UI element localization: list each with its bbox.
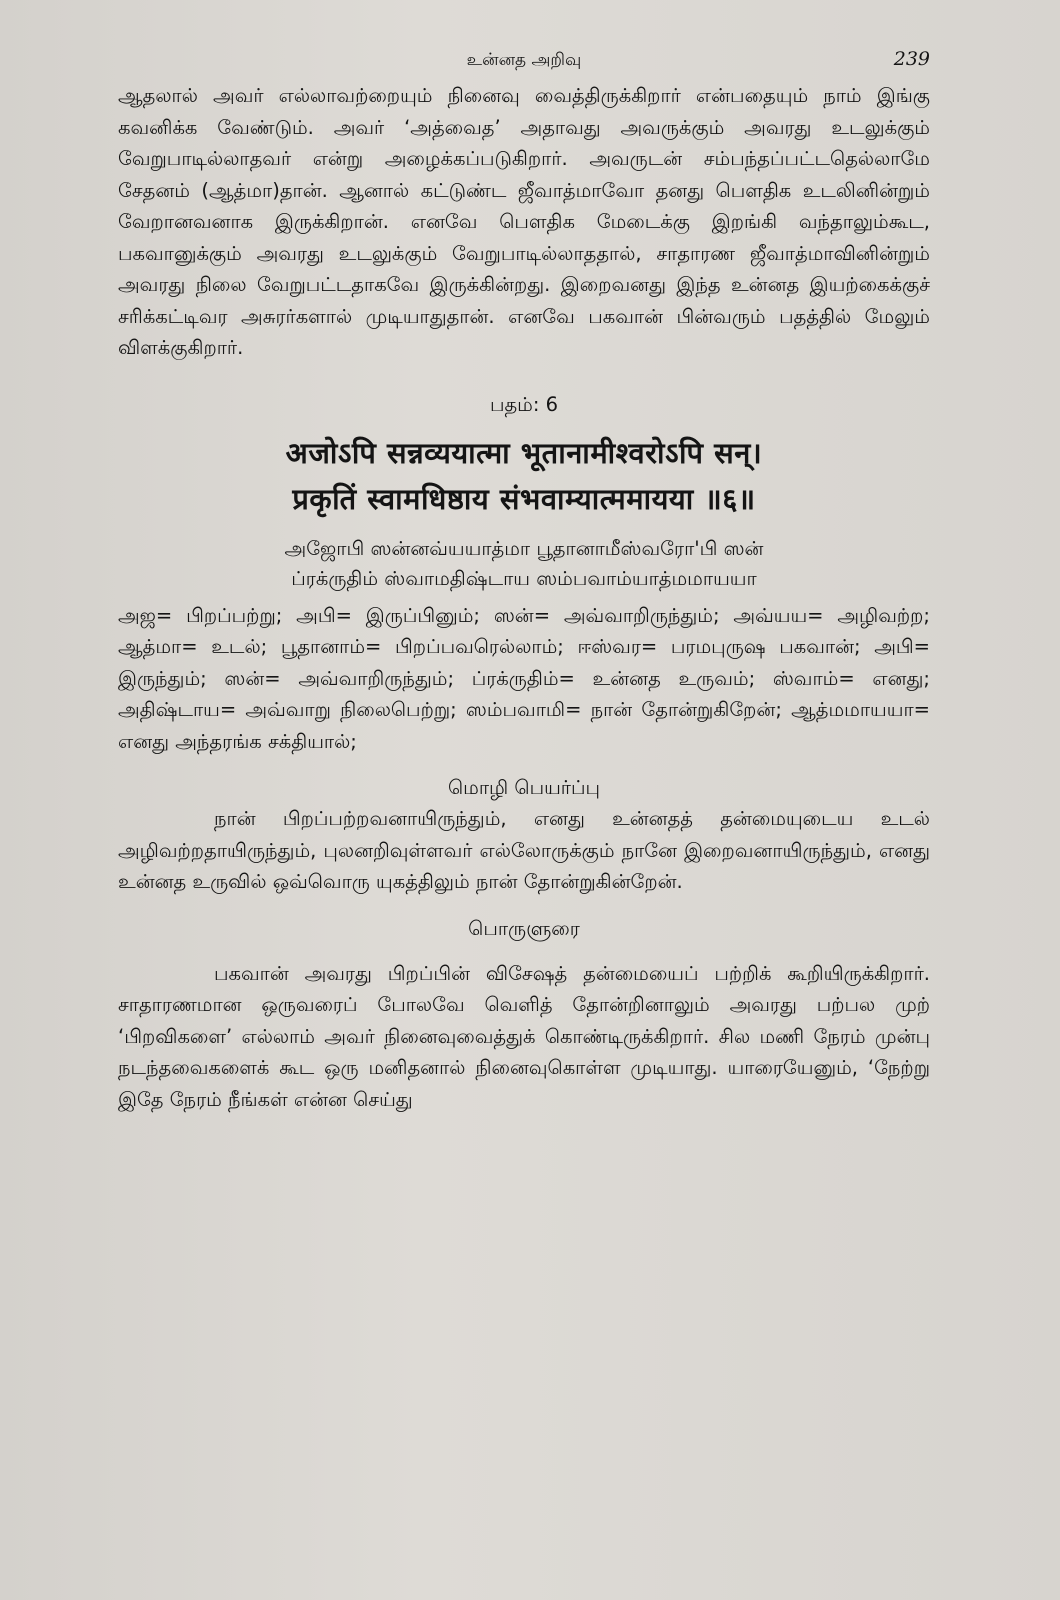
word-meanings: அஜ= பிறப்பற்று; அபி= இருப்பினும்; ஸன்= அவ்வாறிருந்தும்; அவ்யய= அழிவற்ற; ஆத்மா= உடல்; பூதானாம்= பிறப்பவரெல்லாம்; ஈஸ்வர= பரமபுருஷ பகவான்; அபி= இருந்தும்; ஸன்= அவ்வாறிருந்தும்; ப்ரக்ருதிம்= உன்னத உருவம்; ஸ்வாம்= எனது; அதிஷ்டாய= அவ்வாறு நிலைபெற்று; ஸம்பவாமி= நான் தோன்றுகிறேன்; ஆத்மமாயயா= எனது அந்தரங்க சக்தியால்; [118,603,930,753]
translation-text: நான் பிறப்பற்றவனாயிருந்தும், எனது உன்னதத் தன்மையுடைய உடல் அழிவற்றதாயிருந்தும், புலனறிவுள்ளவர் எல்லோருக்கும் நானே இறைவனாயிருந்தும், எனது உன்னத உருவில் ஒவ்வொரு யுகத்திலும் நான் தோன்றுகின்றேன். [118,807,930,893]
verse-heading: பதம்: 6 [489,392,559,416]
page-number: 239 [893,48,930,70]
transliteration-line-2: ப்ரக்ருதிம் ஸ்வாமதிஷ்டாய ஸம்பவாம்யாத்மமாயயா [291,566,757,590]
purport-heading: பொருளுரை [468,916,580,940]
sanskrit-line-2: प्रकृतिं स्वामधिष्ठाय संभवाम्यात्ममायया ॥६॥ [292,481,756,516]
transliteration [118,534,930,594]
sanskrit-verse [118,430,930,522]
paragraph-intro: ஆதலால் அவர் எல்லாவற்றையும் நினைவு வைத்திருக்கிறார் என்பதையும் நாம் இங்கு கவனிக்க வேண்டும். அவர் ‘அத்வைத’ அதாவது அவருக்கும் அவரது உடலுக்கும் வேறுபாடில்லாதவர் என்று அழைக்கப்படுகிறார். அவருடன் சம்பந்தப்பட்டதெல்லாமே சேதனம் (ஆத்மா)தான். ஆனால் கட்டுண்ட ஜீவாத்மாவோ தனது பௌதிக உடலினின்றும் வேறானவனாக இருக்கிறான். எனவே பௌதிக மேடைக்கு இறங்கி வந்தாலும்கூட, பகவானுக்கும் அவரது உடலுக்கும் வேறுபாடில்லாததால், சாதாரண ஜீவாத்மாவினின்றும் அவரது நிலை வேறுபட்டதாகவே இருக்கின்றது. இறைவனது இந்த உன்னத இயற்கைக்குச் சரிக்கட்டிவர அசுரர்களால் முடியாதுதான். எனவே பகவான் பின்வரும் பதத்தில் மேலும் விளக்குகிறார். [118,84,930,359]
running-title: உன்னத அறிவு [466,50,582,70]
running-header [118,48,930,80]
purport-text: பகவான் அவரது பிறப்பின் விசேஷத் தன்மையைப் பற்றிக் கூறியிருக்கிறார். சாதாரணமான ஒருவரைப் போலவே வெளித் தோன்றினாலும் அவரது பற்பல முற் ‘பிறவிகளை’ எல்லாம் அவர் நினைவுவைத்துக் கொண்டிருக்கிறார். சில மணி நேரம் முன்பு நடந்தவைகளைக் கூட ஒரு மனிதனால் நினைவுகொள்ள முடியாது. யாரையேனும், ‘நேற்று இதே நேரம் நீங்கள் என்ன செய்து [118,961,930,1111]
transliteration-line-1: அஜோபி ஸன்னவ்யயாத்மா பூதானாமீஸ்வரோ'பி ஸன் [284,536,764,560]
sanskrit-line-1: अजोऽपि सन्नव्ययात्मा भूतानामीश्वरोऽपि सन्। [285,435,763,470]
translation-heading: மொழி பெயர்ப்பு [447,776,601,799]
